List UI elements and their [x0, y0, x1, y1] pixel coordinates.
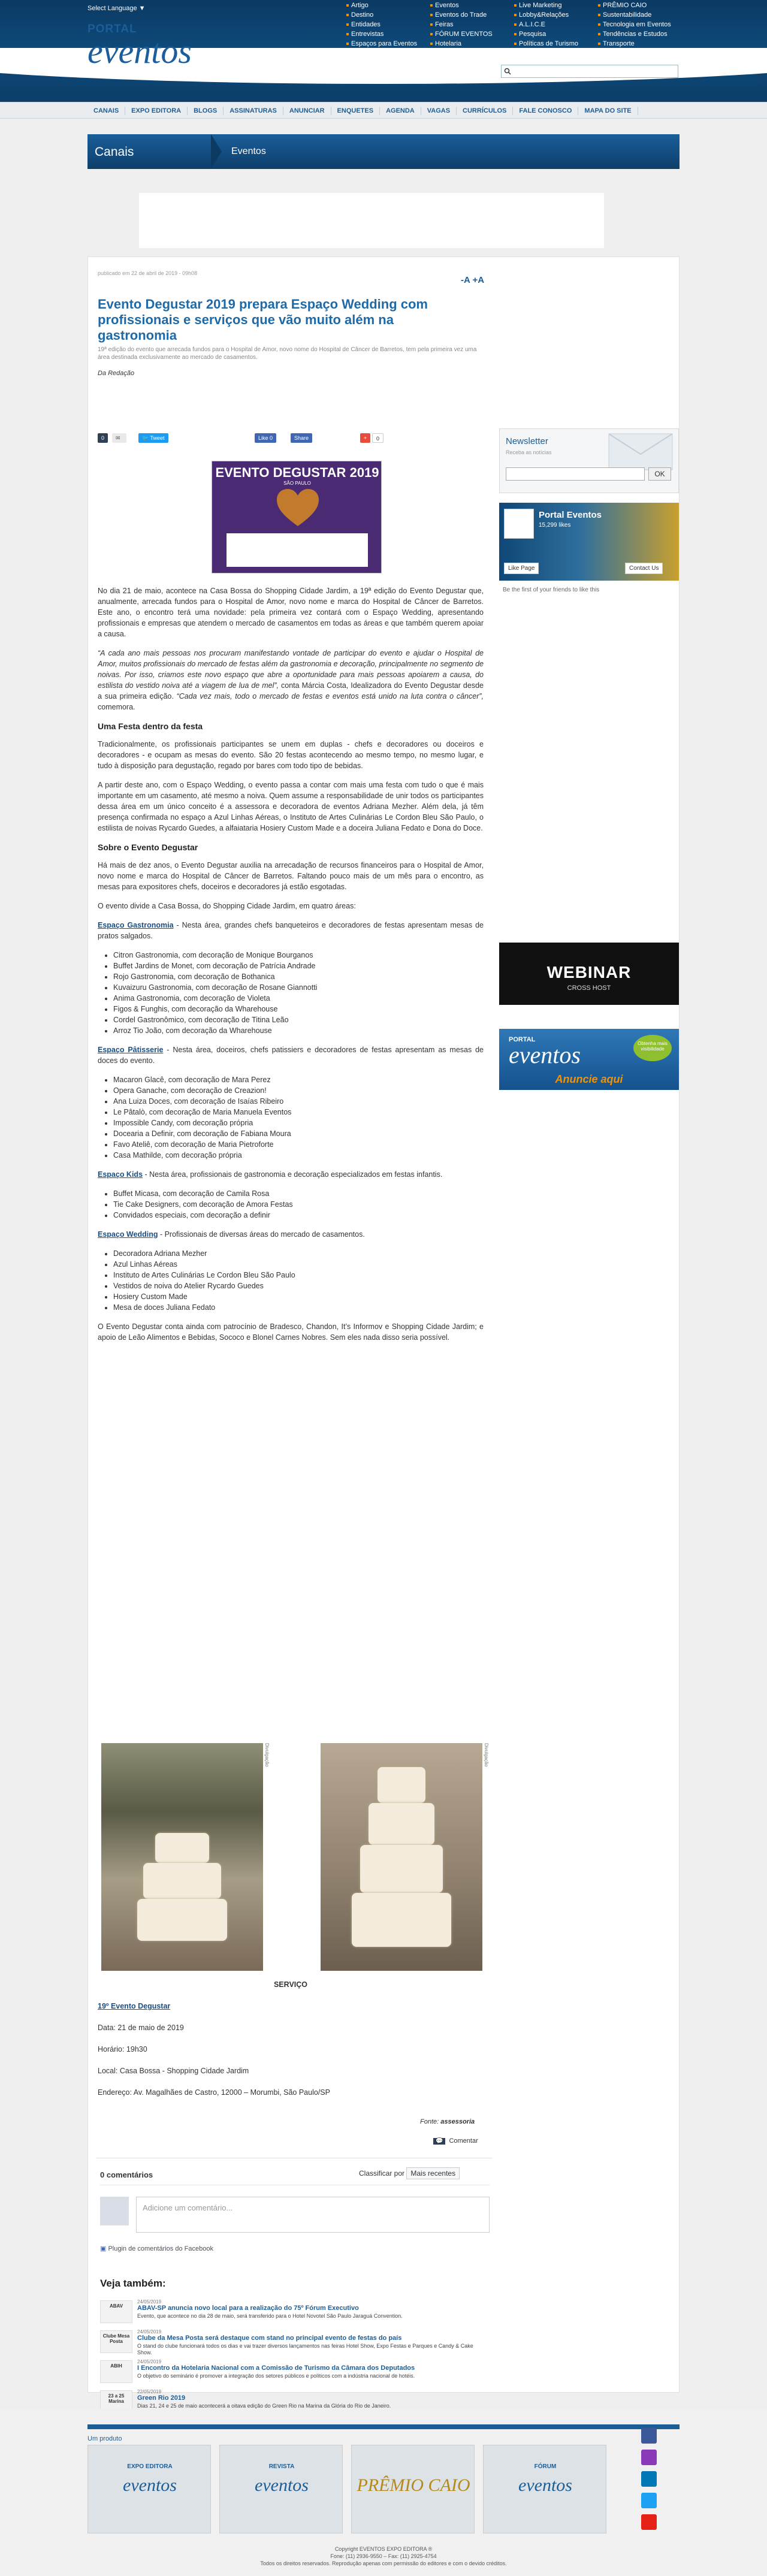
cake-tier: [360, 1845, 443, 1893]
main-nav-item[interactable]: CURRÍCULOS: [457, 107, 513, 115]
see-also-title-link[interactable]: Clube da Mesa Posta será destaque com stand no principal evento de festas do país: [137, 2335, 402, 2342]
rights: Todos os direitos reservados. Reprodução apenas com permissão do editores e com o devido créditos.: [260, 2560, 507, 2566]
paragraph-3: Tradicionalmente, os profissionais participantes se unem em duplas - chefs e decoradores ou doceiros e decoradores - e ocupam as mesas do evento. São 20 festas acontecendo ao mesmo tempo, no mesmo lugar, e tudo à disposição para degustação, regado por bares com todo tipo de bebidas.: [98, 740, 484, 770]
newsletter-box: [499, 428, 679, 493]
fb-page-name[interactable]: Portal Eventos: [539, 510, 602, 520]
ad-cta: Anuncie aqui: [555, 1073, 623, 1085]
source-label: Fonte:: [420, 2118, 439, 2125]
webinar-ad[interactable]: [499, 943, 679, 1005]
pat-label: Espaço Pâtisserie: [98, 1046, 164, 1054]
list-item: • Docearia a Definir, com decoração de Fabiana Moura: [113, 1128, 484, 1139]
heading-sobre: Sobre o Evento Degustar: [98, 842, 198, 852]
top-nav-link[interactable]: A.L.I.C.E: [513, 20, 597, 29]
main-nav-item[interactable]: ASSINATURAS: [224, 107, 283, 115]
hero-image: [212, 461, 382, 573]
list-item: • Mesa de doces Juliana Fedato: [113, 1302, 484, 1313]
kids-list: [98, 1188, 484, 1221]
kids-label: Espaço Kids: [98, 1170, 143, 1179]
product-name: PRÊMIO CAIO: [357, 2475, 470, 2495]
webinar-title: WEBINAR: [546, 963, 632, 982]
wed-intro: [98, 1229, 484, 1240]
see-also-text: Dias 21, 24 e 25 de maio acontecerá a oitava edição do Green Rio na Marina da Glória do Rio de Janeiro.: [137, 2403, 391, 2409]
main-nav: [0, 102, 767, 119]
main-nav-list: [87, 102, 638, 119]
copyright: Copyright EVENTOS EXPO EDITORA ®: [334, 2546, 433, 2552]
top-nav-link[interactable]: Pesquisa: [513, 30, 597, 38]
envelope-icon: [608, 433, 674, 471]
youtube-icon[interactable]: [641, 2514, 657, 2530]
pat-intro: [98, 1044, 484, 1066]
top-ad-banner[interactable]: [139, 193, 604, 248]
servico-section: [98, 1979, 484, 2109]
list-item: • Decoradora Adriana Mezher: [113, 1248, 484, 1259]
photo-credit-1: Divulgação: [264, 1743, 270, 1767]
top-nav-link[interactable]: Lobby&Relações: [513, 11, 597, 19]
paragraph-1: No dia 21 de maio, acontece na Casa Bossa do Shopping Cidade Jardim, a 19ª edição do Evento Degustar que, anualmente, arrecada fundos para o Hospital de Amor, novo nome e marca do Hospital de Câncer de Barretos. Este ano, o encontro terá uma novidade: pela primeira vez contará com o Espaço Wedding, apresentando profissionais e empresas que atendem o mercado de casamentos em todas as áreas e que também querem apoiar a causa.: [98, 587, 484, 638]
tweet-label: Tweet: [150, 435, 165, 441]
main-nav-item[interactable]: BLOGS: [188, 107, 224, 115]
share-icon[interactable]: ✉: [112, 433, 126, 443]
gastro-text: - Nesta área, grandes chefs banqueteiros e decoradores de festas apresentam mesas de pratos salgados.: [98, 921, 484, 940]
fb-likes: 15,299 likes: [539, 522, 571, 529]
heading-festa: Uma Festa dentro da festa: [98, 721, 203, 731]
share-bar: [98, 430, 493, 446]
kids-text: - Nesta área, profissionais de gastronomia e decoração especializados em festas infantis.: [143, 1170, 443, 1179]
list-item: • Cordel Gastronômico, com decoração de Titina Leão: [113, 1014, 484, 1025]
top-nav-link[interactable]: Tendências e Estudos: [597, 30, 681, 38]
servico-title: SERVIÇO: [273, 1980, 308, 1989]
list-item: • Convidados especiais, com decoração a definir: [113, 1210, 484, 1221]
top-nav-link[interactable]: Políticas de Turismo: [513, 40, 597, 48]
main-nav-item[interactable]: EXPO EDITORA: [125, 107, 188, 115]
main-nav-item[interactable]: ANUNCIAR: [283, 107, 331, 115]
newsletter-sub: Receba as notícias: [506, 449, 552, 455]
webinar-sub: CROSS HOST: [567, 985, 611, 992]
comment-button[interactable]: [433, 2137, 478, 2145]
quote-attribution: conta Márcia Costa, Idealizadora do Evento Degustar desde a sua primeira edição.: [98, 681, 484, 700]
main-nav-item[interactable]: VAGAS: [421, 107, 457, 115]
ad-brand: eventos: [509, 1041, 581, 1068]
paragraph-2: [98, 648, 484, 712]
ad-brand-small: PORTAL: [509, 1036, 536, 1043]
servico-date: Data: 21 de maio de 2019: [98, 2024, 184, 2032]
comment-input[interactable]: Adicione um comentário...: [136, 2197, 490, 2233]
account-link[interactable]: Acessar Conta / Cadastre-se: [345, 67, 430, 74]
content-page: [87, 256, 680, 2409]
gastro-label: Espaço Gastronomia: [98, 921, 174, 929]
font-size-controls[interactable]: -A +A: [461, 275, 485, 285]
fb-like-page-button[interactable]: Like Page: [504, 563, 539, 574]
cake-tier: [155, 1833, 209, 1863]
search-icon: [504, 68, 511, 75]
hero-title-text: EVENTO DEGUSTAR: [215, 465, 346, 480]
main-nav-item[interactable]: ENQUETES: [331, 107, 381, 115]
list-item: • Opera Ganache, com decoração de Creazion!: [113, 1085, 484, 1096]
quote-2: “Cada vez mais, todo o mercado de festas e eventos está unido na luta contra o câncer”,: [176, 692, 484, 700]
phone: Fone: (11) 2936-9550 – Fax: (11) 2925-4754: [330, 2553, 437, 2559]
see-also-thumb: Clube Mesa Posta: [100, 2330, 132, 2353]
product-name: eventos: [518, 2475, 572, 2495]
anuncie-ad[interactable]: [499, 1029, 679, 1090]
list-item: • Impossible Candy, com decoração própria: [113, 1118, 484, 1128]
top-nav-link[interactable]: Tecnologia em Eventos: [597, 20, 681, 29]
top-nav-link[interactable]: Entrevistas: [345, 30, 429, 38]
gastro-intro: [98, 920, 484, 941]
list-item: • Citron Gastronomia, com decoração de Monique Bourganos: [113, 950, 484, 961]
main-nav-item[interactable]: CANAIS: [87, 107, 125, 115]
language-selector[interactable]: Select Language ▼: [87, 5, 146, 12]
twitter-icon: 🐦: [142, 435, 150, 441]
linkedin-share-button[interactable]: Share: [291, 433, 312, 443]
comment-label: Comentar: [449, 2137, 478, 2145]
cake-tier: [378, 1767, 425, 1803]
footer-label: Um produto: [87, 2435, 122, 2442]
kids-intro: [98, 1169, 484, 1180]
main-nav-item[interactable]: FALE CONOSCO: [513, 107, 578, 115]
servico-location: Local: Casa Bossa - Shopping Cidade Jardim: [98, 2067, 249, 2075]
servico-link[interactable]: 19º Evento Degustar: [98, 2002, 171, 2010]
footer-copyright: [87, 2545, 680, 2567]
list-item: • Rojo Gastronomia, com decoração de Bothanica: [113, 971, 484, 982]
list-item: • Casa Mathilde, com decoração própria: [113, 1150, 484, 1161]
list-item: • Favo Ateliê, com decoração de Maria Pietroforte: [113, 1139, 484, 1150]
list-item: • Vestidos de noiva do Atelier Rycardo Guedes: [113, 1281, 484, 1291]
photo-gallery: [98, 1735, 489, 1986]
list-item: • Ana Luiza Doces, com decoração de Isaías Ribeiro: [113, 1096, 484, 1107]
avatar: [100, 2197, 129, 2225]
fb-avatar: [504, 509, 534, 539]
facebook-icon: ▣: [100, 2245, 108, 2252]
top-nav-link[interactable]: Espaços para Eventos: [345, 40, 429, 48]
language-label[interactable]: Select Language: [87, 5, 137, 12]
quote-1: “A cada ano mais pessoas nos procuram manifestando vontade de participar do evento e ajudar o Hospital de Amor, muitos profissionais do mercado de festas além da gastronomia e decoração, principalmente no segmento de noivas. Por isso, criamos este novo espaço que abre a oportunidade para mais pessoas apoiarem a causa, do estilista do vestido noiva até a viagem de lua de mel”,: [98, 649, 484, 690]
cake-tier: [369, 1803, 434, 1845]
top-nav-link[interactable]: Artigo: [345, 1, 429, 10]
see-also-thumb: ABAV: [100, 2300, 132, 2323]
facebook-like-button[interactable]: Like 0: [255, 433, 276, 443]
instagram-icon[interactable]: [641, 2450, 657, 2465]
search-box[interactable]: [501, 65, 678, 78]
see-also-title-link[interactable]: Green Rio 2019: [137, 2394, 186, 2402]
top-nav-link[interactable]: Sustentabilidade: [597, 11, 681, 19]
see-also-title-link[interactable]: I Encontro da Hotelaria Nacional com a Comissão de Turismo da Câmara dos Deputados: [137, 2364, 415, 2372]
see-also-date: 24/05/2019: [137, 2359, 162, 2364]
paragraph-5: Há mais de dez anos, o Evento Degustar auxilia na arrecadação de recursos financeiros para o Hospital de Amor, novo nome e marca do Hospital de Câncer de Barretos. Faltando pouco mais de um mês para o encontro, as mesas para expositores chefs, doceiros e decoradores já estão esgotadas.: [98, 861, 484, 891]
cake-photo-1[interactable]: [101, 1743, 263, 1971]
list-item: • Anima Gastronomia, com decoração de Violeta: [113, 993, 484, 1004]
tweet-button[interactable]: [138, 433, 168, 443]
source: [420, 2118, 475, 2125]
site-logo[interactable]: [87, 23, 240, 70]
see-also-date: 24/05/2019: [137, 2299, 162, 2305]
see-also-text: Evento, que acontece no dia 28 de maio, será transferido para o Hotel Novotel São Paulo Jaraguá Convention.: [137, 2313, 403, 2319]
footer-product[interactable]: [483, 2445, 606, 2533]
fb-friends: Be the first of your friends to like this: [503, 587, 600, 593]
product-sub: FÓRUM: [534, 2463, 557, 2470]
main-nav-item[interactable]: MAPA DO SITE: [578, 107, 638, 115]
top-nav-link[interactable]: PRÊMIO CAIO: [597, 1, 681, 10]
top-nav-link[interactable]: Hotelaria: [429, 40, 513, 48]
servico-address: Endereço: Av. Magalhães de Castro, 12000 – Morumbi, São Paulo/SP: [98, 2088, 330, 2097]
hero-year: 2019: [349, 465, 379, 480]
newsletter-title: Newsletter: [506, 436, 548, 446]
list-item: • Tie Cake Designers, com decoração de Amora Festas: [113, 1199, 484, 1210]
list-item: • Instituto de Artes Culinárias Le Cordon Bleu São Paulo: [113, 1270, 484, 1281]
plus-button[interactable]: +: [360, 433, 370, 443]
linkedin-icon[interactable]: [641, 2471, 657, 2487]
see-also-text: O objetivo do seminário é promover a integração dos setores públicos e políticos com a indústria nacional de hotéis.: [137, 2373, 415, 2379]
cake-tier: [352, 1893, 451, 1947]
twitter-icon[interactable]: [641, 2493, 657, 2508]
logo-big: eventos: [87, 32, 192, 71]
product-name: eventos: [255, 2475, 309, 2495]
see-also-thumb: 23 a 25 Marina: [100, 2390, 132, 2413]
paragraph-6: O evento divide a Casa Bossa, do Shopping Cidade Jardim, em quatro áreas:: [98, 902, 356, 910]
top-nav-link[interactable]: Destino: [345, 11, 429, 19]
paragraph-7: O Evento Degustar conta ainda com patrocínio de Bradesco, Chandon, It’s Informov e Shopping Cidade Jardim; e apoio de Leão Alimentos e Bebidas, Sococo e Blonel Carnes Nobres. Sem eles nada disso seria possível.: [98, 1322, 484, 1342]
sort-select[interactable]: Mais recentes: [406, 2167, 460, 2179]
gastro-list: [98, 950, 484, 1036]
list-item: • Arroz Tio João, com decoração da Wharehouse: [113, 1025, 484, 1036]
heart-icon: [277, 489, 319, 527]
newsletter-email-input[interactable]: [506, 467, 645, 481]
breadcrumb: [87, 134, 680, 169]
facebook-page-box: [499, 503, 679, 602]
comment-icon: 💬: [433, 2138, 445, 2145]
breadcrumb-arrow: [211, 134, 222, 169]
search-input[interactable]: [514, 68, 669, 75]
ad-badge: Obtenha mais visibilidade: [633, 1035, 672, 1061]
top-category-nav: [345, 1, 681, 48]
byline: Da Redação: [98, 370, 135, 377]
top-nav-link[interactable]: FÓRUM EVENTOS: [429, 30, 513, 38]
article-title: Evento Degustar 2019 prepara Espaço Wedding com profissionais e serviços que vão muito além na gastronomia: [98, 297, 428, 343]
breadcrumb-sub[interactable]: Eventos: [231, 146, 266, 156]
fb-plugin-label[interactable]: [100, 2245, 213, 2252]
product-sub: EXPO EDITORA: [127, 2463, 173, 2470]
see-also-date: 24/05/2019: [137, 2329, 162, 2335]
pat-list: [98, 1074, 484, 1161]
list-item: • Kuvaizuru Gastronomia, com decoração de Rosane Giannotti: [113, 982, 484, 993]
product-sub: REVISTA: [268, 2463, 295, 2470]
facebook-icon[interactable]: [641, 2428, 657, 2444]
newsletter-submit-button[interactable]: OK: [648, 467, 671, 481]
footer: [87, 2416, 680, 2566]
source-value: assessoria: [440, 2118, 475, 2125]
list-item: • Buffet Micasa, com decoração de Camila Rosa: [113, 1188, 484, 1199]
fb-plugin-text: Plugin de comentários do Facebook: [108, 2245, 213, 2252]
cake-photo-2[interactable]: [321, 1743, 482, 1971]
main-nav-item[interactable]: AGENDA: [380, 107, 421, 115]
see-also-text: O stand do clube funcionará todos os dias e vai trazer diversos lançamentos nas feiras Hotel Show, Expo Festas e Parques e Candy & Cake Show.: [137, 2343, 473, 2355]
list-item: • Azul Linhas Aéreas: [113, 1259, 484, 1270]
cake-tier: [137, 1899, 227, 1941]
footer-product[interactable]: [219, 2445, 343, 2533]
photo-credit-2: Divulgação: [484, 1743, 489, 1767]
breadcrumb-section[interactable]: Canais: [95, 145, 134, 159]
product-name: eventos: [123, 2475, 177, 2495]
top-nav-link[interactable]: Transporte: [597, 40, 681, 48]
see-also-item[interactable]: [100, 2358, 490, 2385]
list-item: • Figos & Funghis, com decoração da Wharehouse: [113, 1004, 484, 1014]
servico-time: Horário: 19h30: [98, 2045, 147, 2053]
footer-product[interactable]: [351, 2445, 475, 2533]
sort-label: Classificar por: [359, 2169, 405, 2178]
top-nav-link[interactable]: Eventos: [429, 1, 513, 10]
wed-text: - Profissionais de diversas áreas do mercado de casamentos.: [158, 1230, 365, 1239]
wed-label: Espaço Wedding: [98, 1230, 158, 1239]
fb-contact-button[interactable]: Contact Us: [625, 563, 663, 574]
top-nav-link[interactable]: Live Marketing: [513, 1, 597, 10]
see-also-item[interactable]: [100, 2298, 490, 2326]
see-also-title: Veja também:: [100, 2278, 166, 2289]
top-nav-link[interactable]: Entidades: [345, 20, 429, 29]
see-also-item[interactable]: [100, 2328, 490, 2355]
hero-city: SÃO PAULO: [283, 481, 311, 486]
article-body: [98, 585, 484, 1351]
article-lead: 19ª edição do evento que arrecada fundos para o Hospital de Amor, novo nome do Hospital de Câncer de Barretos, tem pela primeira vez uma área destinada exclusivamente ao mercado de casamentos.: [98, 346, 477, 361]
plus-count: 0: [372, 433, 384, 443]
site-header: [0, 0, 767, 102]
hospital-logo: [227, 533, 368, 567]
top-nav-link[interactable]: Feiras: [429, 20, 513, 29]
pat-text: - Nesta área, doceiros, chefs patissiers e decoradores de festas apresentam as mesas de doces do evento.: [98, 1046, 484, 1065]
see-also-thumb: ABIH: [100, 2360, 132, 2383]
publish-date: publicado em 22 de abril de 2019 - 09h08: [98, 270, 198, 276]
footer-bar: [87, 2424, 680, 2429]
logo-small: PORTAL: [87, 23, 137, 35]
list-item: • Macaron Glacê, com decoração de Mara Perez: [113, 1074, 484, 1085]
top-nav-link[interactable]: Eventos do Trade: [429, 11, 513, 19]
cake-tier: [143, 1863, 221, 1899]
footer-product[interactable]: [87, 2445, 211, 2533]
hero-title: [212, 465, 382, 481]
wed-list: [98, 1248, 484, 1313]
comment-sort: [359, 2169, 460, 2178]
list-item: • Le Pâtalò, com decoração de Maria Manuela Eventos: [113, 1107, 484, 1118]
see-also-date: 22/05/2019: [137, 2389, 162, 2394]
comment-count: 0 comentários: [100, 2170, 153, 2179]
list-item: • Buffet Jardins de Monet, com decoração de Patrícia Andrade: [113, 961, 484, 971]
list-item: • Hosiery Custom Made: [113, 1291, 484, 1302]
see-also-title-link[interactable]: ABAV-SP anuncia novo local para a realização do 75º Fórum Executivo: [137, 2305, 359, 2312]
paragraph-4: A partir deste ano, com o Espaço Wedding, o evento passa a contar com mais uma festa com tudo o que é mais importante em um casamento, até mesmo a noiva. Quem assume a responsabilidade de unir todos os participantes dessa área em um único conceito é a assessora e decoradora de eventos Adriana Mezher. Além dela, já têm presença confirmada no espaço a Azul Linhas Aéreas, o Instituto de Artes Culinárias Le Cordon Bleu São Paulo, o estilista de noivas Rycardo Guedes, a alfaiataria Hosiery Custom Made e a doceira Juliana Fedato e Dona do Doce.: [98, 781, 484, 832]
quote-end: comemora.: [98, 703, 135, 711]
fb-cover: [499, 503, 679, 581]
comment-count-badge[interactable]: 0: [98, 433, 108, 443]
